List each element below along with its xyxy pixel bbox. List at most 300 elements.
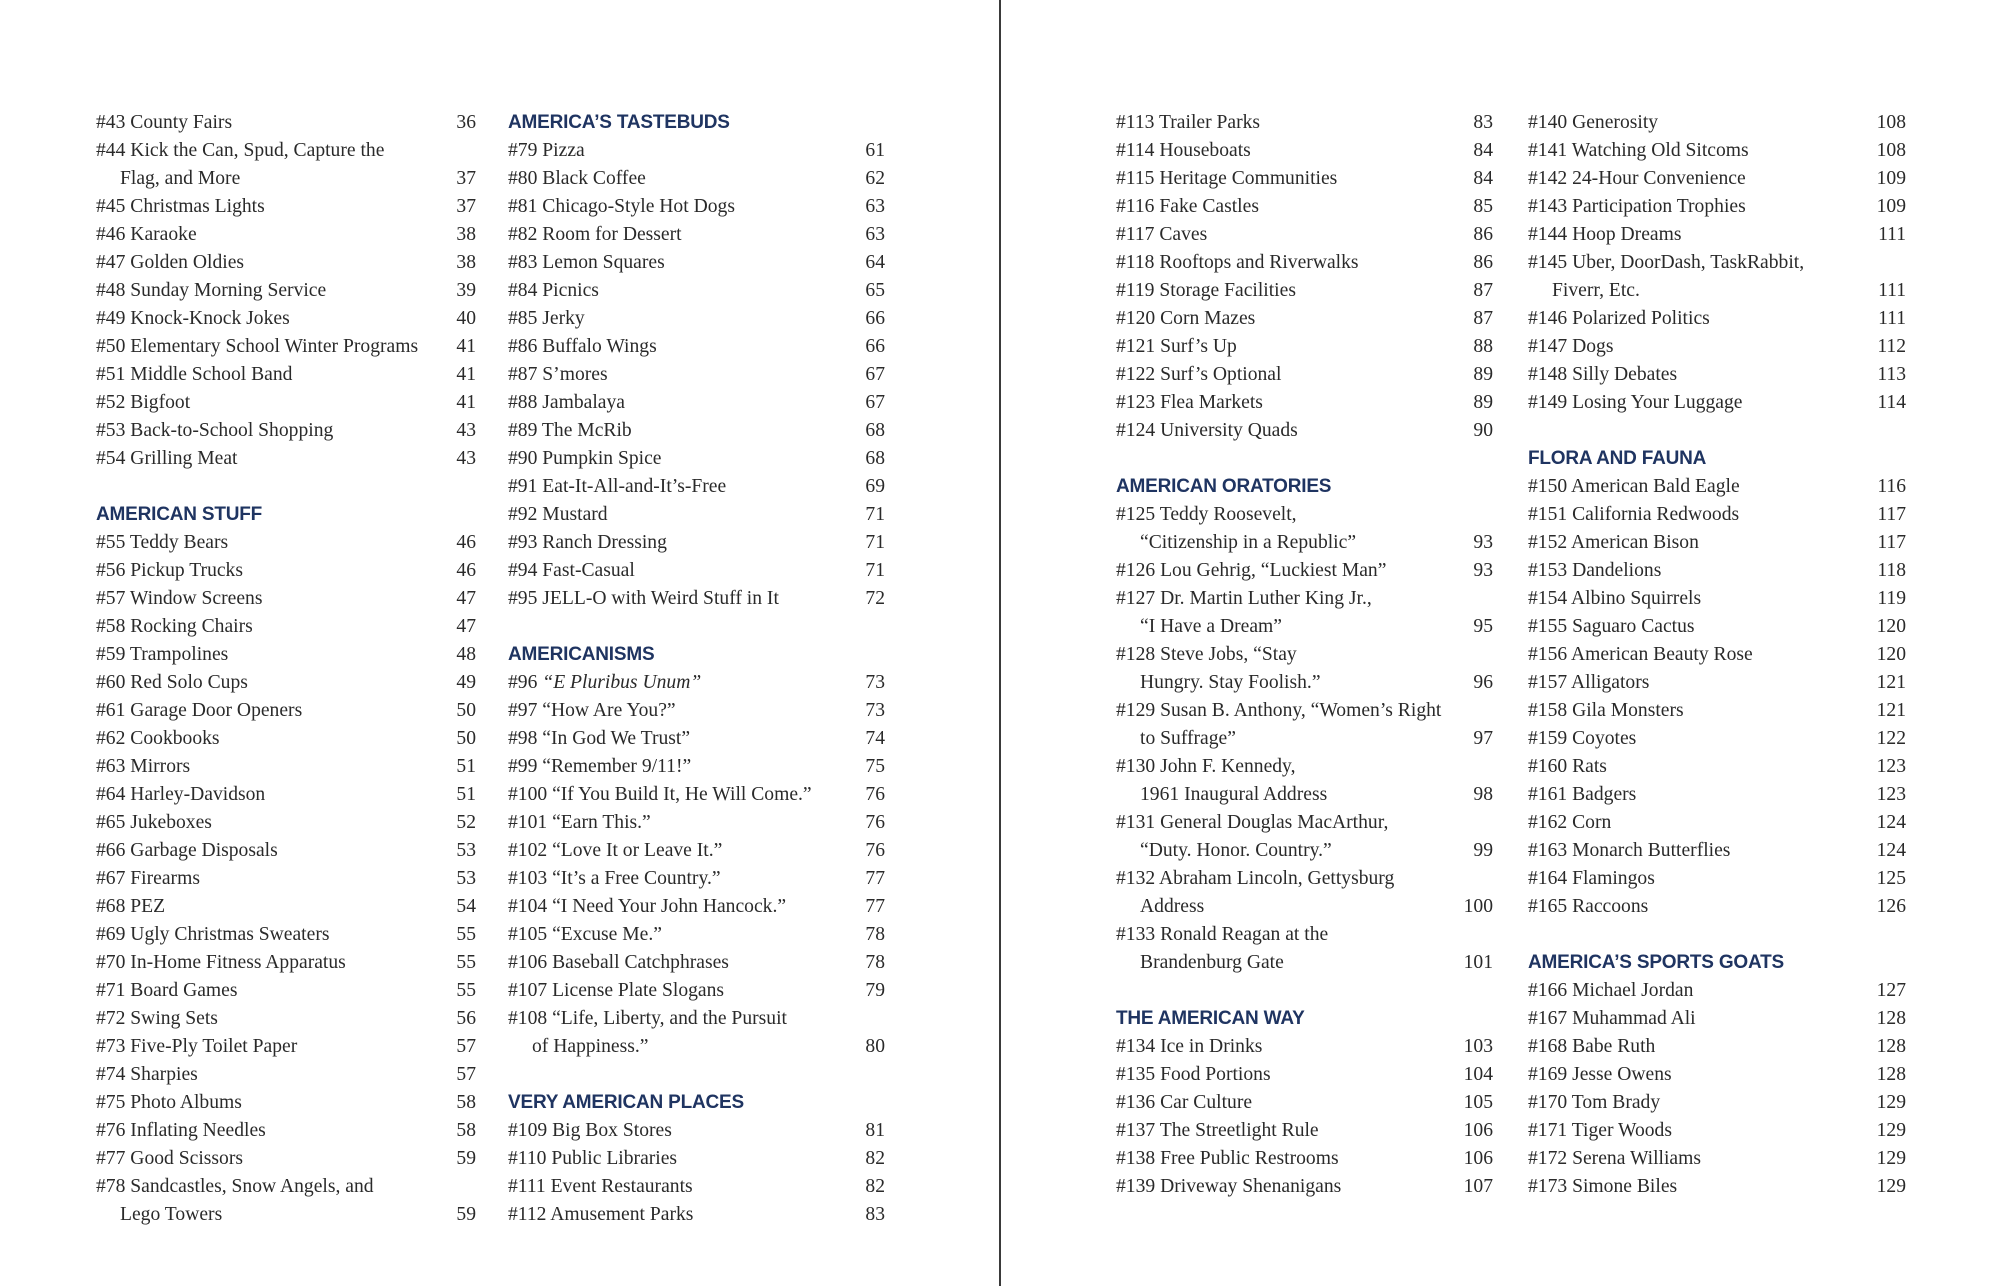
entry-title: #50 Elementary School Winter Programs	[96, 336, 419, 357]
entry-page-number: 68	[865, 420, 885, 441]
toc-entry[interactable]	[96, 641, 476, 669]
toc-entry[interactable]	[1528, 473, 1906, 501]
toc-entry[interactable]	[1116, 1173, 1493, 1201]
entry-title: #110 Public Libraries	[508, 1148, 678, 1169]
toc-entry[interactable]	[508, 137, 885, 165]
toc-entry[interactable]	[508, 249, 885, 277]
toc-entry[interactable]	[1528, 221, 1906, 249]
entry-page-number: 58	[456, 1092, 476, 1113]
entry-page-number: 57	[456, 1064, 476, 1085]
toc-entry[interactable]	[96, 109, 476, 137]
entry-title: #172 Serena Williams	[1528, 1148, 1701, 1169]
entry-page-number: 68	[865, 448, 885, 469]
entry-page-number: 89	[1473, 364, 1493, 385]
toc-entry[interactable]	[508, 837, 885, 865]
entry-title: #53 Back-to-School Shopping	[96, 420, 334, 441]
toc-entry[interactable]	[508, 809, 885, 837]
entry-title: #79 Pizza	[508, 140, 585, 161]
entry-title: #112 Amusement Parks	[508, 1204, 694, 1225]
entry-title: #43 County Fairs	[96, 112, 233, 133]
toc-entry[interactable]	[96, 277, 476, 305]
toc-entry[interactable]	[96, 389, 476, 417]
entry-page-number: 67	[865, 364, 885, 385]
toc-entry[interactable]	[1528, 809, 1906, 837]
entry-title-italic: “E Pluribus Unum”	[542, 672, 702, 693]
entry-title: #66 Garbage Disposals	[96, 840, 278, 861]
entry-title: #146 Polarized Politics	[1528, 308, 1710, 329]
toc-entry[interactable]	[96, 893, 476, 921]
toc-entry[interactable]	[508, 949, 885, 977]
entry-page-number: 128	[1876, 1036, 1906, 1057]
toc-entry[interactable]	[96, 193, 476, 221]
entry-page-number: 85	[1473, 196, 1493, 217]
entry-title: #58 Rocking Chairs	[96, 616, 253, 637]
toc-entry[interactable]	[96, 445, 476, 473]
toc-entry[interactable]	[1116, 921, 1493, 977]
entry-title: #106 Baseball Catchphrases	[508, 952, 729, 973]
entry-title: #149 Losing Your Luggage	[1528, 392, 1743, 413]
toc-entry[interactable]	[1116, 221, 1493, 249]
toc-entry[interactable]	[96, 529, 476, 557]
entry-page-number: 108	[1876, 140, 1906, 161]
toc-entry[interactable]	[508, 669, 885, 697]
toc-entry[interactable]	[1528, 977, 1906, 1005]
entry-page-number: 66	[865, 308, 885, 329]
entry-title: #48 Sunday Morning Service	[96, 280, 327, 301]
toc-entry[interactable]	[1528, 389, 1906, 417]
toc-entry[interactable]	[1528, 109, 1906, 137]
toc-entry[interactable]	[1528, 1005, 1906, 1033]
toc-entry[interactable]	[96, 669, 476, 697]
toc-entry[interactable]	[1116, 1117, 1493, 1145]
entry-page-number: 111	[1878, 224, 1906, 245]
toc-entry[interactable]	[508, 753, 885, 781]
entry-title: #115 Heritage Communities	[1116, 168, 1338, 189]
entry-title: #126 Lou Gehrig, “Luckiest Man”	[1116, 560, 1387, 581]
entry-page-number: 119	[1877, 588, 1906, 609]
entry-page-number: 128	[1876, 1008, 1906, 1029]
toc-entry[interactable]	[1116, 697, 1493, 753]
entry-page-number: 55	[456, 924, 476, 945]
toc-entry[interactable]	[1116, 305, 1493, 333]
toc-entry[interactable]	[1528, 501, 1906, 529]
toc-entry[interactable]	[508, 445, 885, 473]
entry-title: #156 American Beauty Rose	[1528, 644, 1753, 665]
toc-entry[interactable]	[1116, 193, 1493, 221]
toc-entry[interactable]	[1528, 585, 1906, 613]
toc-entry[interactable]	[96, 1061, 476, 1089]
toc-entry[interactable]	[508, 1173, 885, 1201]
toc-entry[interactable]	[508, 277, 885, 305]
toc-entry[interactable]	[1528, 557, 1906, 585]
entry-title: #133 Ronald Reagan at the	[1116, 924, 1329, 945]
entry-title: #144 Hoop Dreams	[1528, 224, 1682, 245]
entry-title: #67 Firearms	[96, 868, 200, 889]
toc-entry[interactable]	[1528, 1033, 1906, 1061]
entry-title: #49 Knock-Knock Jokes	[96, 308, 290, 329]
entry-title: #63 Mirrors	[96, 756, 191, 777]
entry-title: #118 Rooftops and Riverwalks	[1116, 252, 1359, 273]
entry-title: #127 Dr. Martin Luther King Jr.,	[1116, 588, 1372, 609]
entry-page-number: 98	[1473, 784, 1493, 805]
entry-page-number: 71	[865, 504, 885, 525]
entry-page-number: 52	[456, 812, 476, 833]
toc-entry[interactable]	[1528, 529, 1906, 557]
toc-entry[interactable]	[96, 1089, 476, 1117]
entry-page-number: 123	[1876, 756, 1906, 777]
toc-entry[interactable]	[508, 501, 885, 529]
toc-entry[interactable]	[1116, 333, 1493, 361]
entry-title: #123 Flea Markets	[1116, 392, 1263, 413]
toc-entry[interactable]	[1528, 697, 1906, 725]
toc-entry[interactable]	[1116, 417, 1493, 445]
entry-page-number: 50	[456, 728, 476, 749]
toc-entry[interactable]	[96, 585, 476, 613]
entry-page-number: 37	[456, 168, 476, 189]
toc-entry[interactable]	[1116, 809, 1493, 865]
toc-entry[interactable]	[1116, 389, 1493, 417]
entry-title: #47 Golden Oldies	[96, 252, 245, 273]
entry-page-number: 84	[1473, 140, 1493, 161]
toc-entry[interactable]	[96, 221, 476, 249]
toc-entry[interactable]	[508, 585, 885, 613]
entry-page-number: 104	[1463, 1064, 1493, 1085]
entry-page-number: 43	[456, 420, 476, 441]
toc-entry[interactable]	[96, 1173, 476, 1229]
entry-title: #143 Participation Trophies	[1528, 196, 1746, 217]
toc-entry[interactable]	[1528, 249, 1906, 305]
toc-entry[interactable]	[1528, 753, 1906, 781]
entry-title: #162 Corn	[1528, 812, 1612, 833]
entry-page-number: 113	[1877, 364, 1906, 385]
toc-entry[interactable]	[1528, 669, 1906, 697]
entry-title: #168 Babe Ruth	[1528, 1036, 1656, 1057]
toc-entry[interactable]	[96, 977, 476, 1005]
toc-entry[interactable]	[1116, 1061, 1493, 1089]
entry-title: #73 Five-Ply Toilet Paper	[96, 1036, 298, 1057]
toc-entry[interactable]	[96, 305, 476, 333]
entry-title: #72 Swing Sets	[96, 1008, 218, 1029]
entry-title: #85 Jerky	[508, 308, 585, 329]
entry-title: #96	[508, 672, 543, 693]
entry-title: #130 John F. Kennedy,	[1116, 756, 1296, 777]
entry-title: #52 Bigfoot	[96, 392, 191, 413]
entry-title: #135 Food Portions	[1116, 1064, 1271, 1085]
section-heading: FLORA AND FAUNA	[1528, 448, 1707, 469]
toc-entry[interactable]	[1528, 305, 1906, 333]
entry-page-number: 40	[456, 308, 476, 329]
entry-page-number: 48	[456, 644, 476, 665]
entry-title: #141 Watching Old Sitcoms	[1528, 140, 1749, 161]
toc-entry[interactable]	[1528, 725, 1906, 753]
toc-entry[interactable]	[96, 949, 476, 977]
toc-entry[interactable]	[1116, 249, 1493, 277]
entry-title: #147 Dogs	[1528, 336, 1614, 357]
toc-entry[interactable]	[96, 249, 476, 277]
toc-entry[interactable]	[508, 305, 885, 333]
toc-entry[interactable]	[508, 697, 885, 725]
entry-page-number: 86	[1473, 224, 1493, 245]
section-heading: AMERICAN ORATORIES	[1116, 476, 1332, 497]
entry-title-continued: 1961 Inaugural Address	[1140, 784, 1328, 805]
toc-entry[interactable]	[508, 333, 885, 361]
entry-page-number: 109	[1876, 168, 1906, 189]
entry-title: #131 General Douglas MacArthur,	[1116, 812, 1389, 833]
toc-entry[interactable]	[508, 1145, 885, 1173]
entry-page-number: 46	[456, 532, 476, 553]
entry-page-number: 118	[1877, 560, 1906, 581]
toc-entry[interactable]	[508, 557, 885, 585]
entry-page-number: 103	[1463, 1036, 1493, 1057]
entry-title: #142 24-Hour Convenience	[1528, 168, 1746, 189]
entry-title: #94 Fast-Casual	[508, 560, 635, 581]
toc-entry[interactable]	[96, 809, 476, 837]
toc-entry[interactable]	[508, 417, 885, 445]
toc-entry[interactable]	[1528, 641, 1906, 669]
entry-title-continued: Fiverr, Etc.	[1552, 280, 1640, 301]
toc-entry[interactable]	[1528, 193, 1906, 221]
entry-title: #132 Abraham Lincoln, Gettysburg	[1116, 868, 1395, 889]
entry-page-number: 86	[1473, 252, 1493, 273]
entry-title: #107 License Plate Slogans	[508, 980, 725, 1001]
toc-entry[interactable]	[1116, 109, 1493, 137]
toc-entry[interactable]	[1528, 137, 1906, 165]
entry-title: #121 Surf’s Up	[1116, 336, 1237, 357]
entry-title: #90 Pumpkin Spice	[508, 448, 662, 469]
toc-entry[interactable]	[96, 1117, 476, 1145]
entry-page-number: 63	[865, 224, 885, 245]
entry-page-number: 111	[1878, 308, 1906, 329]
toc-entry[interactable]	[1116, 1089, 1493, 1117]
toc-entry[interactable]	[1528, 781, 1906, 809]
entry-title: #158 Gila Monsters	[1528, 700, 1684, 721]
toc-entry[interactable]	[1528, 333, 1906, 361]
toc-entry[interactable]	[508, 1117, 885, 1145]
entry-title: #46 Karaoke	[96, 224, 197, 245]
toc-entry[interactable]	[508, 165, 885, 193]
toc-entry[interactable]	[1528, 1145, 1906, 1173]
toc-entry[interactable]	[508, 921, 885, 949]
toc-entry[interactable]	[1528, 837, 1906, 865]
toc-entry[interactable]	[1116, 165, 1493, 193]
toc-entry[interactable]	[1528, 613, 1906, 641]
entry-page-number: 71	[865, 532, 885, 553]
toc-entry[interactable]	[508, 865, 885, 893]
toc-entry[interactable]	[508, 361, 885, 389]
entry-title: #54 Grilling Meat	[96, 448, 238, 469]
toc-entry[interactable]	[96, 725, 476, 753]
entry-title: #65 Jukeboxes	[96, 812, 212, 833]
entry-title: #56 Pickup Trucks	[96, 560, 243, 581]
section-heading: AMERICANISMS	[508, 644, 655, 665]
entry-title: #89 The McRib	[508, 420, 632, 441]
toc-entry[interactable]	[96, 333, 476, 361]
entry-title: #55 Teddy Bears	[96, 532, 229, 553]
entry-title: #164 Flamingos	[1528, 868, 1655, 889]
entry-page-number: 96	[1473, 672, 1493, 693]
entry-page-number: 41	[456, 392, 476, 413]
toc-entry[interactable]	[1116, 277, 1493, 305]
toc-entry[interactable]	[1116, 753, 1493, 809]
toc-entry[interactable]	[96, 557, 476, 585]
entry-page-number: 123	[1876, 784, 1906, 805]
entry-title: #101 “Earn This.”	[508, 812, 651, 833]
toc-entry[interactable]	[96, 417, 476, 445]
toc-entry[interactable]	[1116, 1033, 1493, 1061]
toc-entry[interactable]	[1528, 361, 1906, 389]
entry-page-number: 69	[865, 476, 885, 497]
toc-entry[interactable]	[508, 1005, 885, 1061]
entry-page-number: 77	[865, 896, 885, 917]
toc-entry[interactable]	[1116, 501, 1493, 557]
entry-page-number: 81	[865, 1120, 885, 1141]
entry-title: #122 Surf’s Optional	[1116, 364, 1282, 385]
entry-title: #145 Uber, DoorDash, TaskRabbit,	[1528, 252, 1805, 273]
toc-entry[interactable]	[96, 1005, 476, 1033]
entry-page-number: 129	[1876, 1176, 1906, 1197]
toc-entry[interactable]	[508, 1201, 885, 1229]
toc-entry[interactable]	[508, 193, 885, 221]
entry-page-number: 61	[865, 140, 885, 161]
entry-page-number: 106	[1463, 1148, 1493, 1169]
toc-entry[interactable]	[1116, 1145, 1493, 1173]
entry-title-continued: “I Have a Dream”	[1140, 616, 1282, 637]
toc-entry[interactable]	[96, 921, 476, 949]
entry-title: #76 Inflating Needles	[96, 1120, 266, 1141]
toc-entry[interactable]	[96, 361, 476, 389]
toc-column-1	[96, 109, 476, 1229]
entry-page-number: 62	[865, 168, 885, 189]
entry-title: #173 Simone Biles	[1528, 1176, 1678, 1197]
toc-entry[interactable]	[508, 473, 885, 501]
toc-entry[interactable]	[96, 781, 476, 809]
entry-page-number: 65	[865, 280, 885, 301]
entry-title-continued: to Suffrage”	[1140, 728, 1236, 749]
entry-title: #105 “Excuse Me.”	[508, 924, 662, 945]
entry-page-number: 53	[456, 840, 476, 861]
entry-title: #60 Red Solo Cups	[96, 672, 248, 693]
toc-entry[interactable]	[508, 725, 885, 753]
toc-entry[interactable]	[1528, 1117, 1906, 1145]
toc-entry[interactable]	[1116, 865, 1493, 921]
toc-entry[interactable]	[1116, 361, 1493, 389]
entry-page-number: 129	[1876, 1120, 1906, 1141]
entry-title: #108 “Life, Liberty, and the Pursuit	[508, 1008, 787, 1029]
entry-page-number: 83	[865, 1204, 885, 1225]
toc-entry[interactable]	[96, 613, 476, 641]
toc-entry[interactable]	[508, 893, 885, 921]
entry-page-number: 105	[1463, 1092, 1493, 1113]
entry-page-number: 127	[1876, 980, 1906, 1001]
entry-title: #167 Muhammad Ali	[1528, 1008, 1696, 1029]
entry-page-number: 112	[1877, 336, 1906, 357]
entry-title: #44 Kick the Can, Spud, Capture the	[96, 140, 385, 161]
entry-title: #83 Lemon Squares	[508, 252, 665, 273]
toc-entry[interactable]	[1528, 1173, 1906, 1201]
entry-title: #148 Silly Debates	[1528, 364, 1678, 385]
entry-page-number: 129	[1876, 1092, 1906, 1113]
toc-entry[interactable]	[1528, 865, 1906, 893]
toc-entry[interactable]	[1528, 165, 1906, 193]
entry-page-number: 122	[1876, 728, 1906, 749]
entry-page-number: 77	[865, 868, 885, 889]
entry-page-number: 49	[456, 672, 476, 693]
entry-title: #159 Coyotes	[1528, 728, 1637, 749]
toc-entry[interactable]	[96, 697, 476, 725]
entry-title: #59 Trampolines	[96, 644, 229, 665]
toc-entry[interactable]	[1528, 1061, 1906, 1089]
entry-title-continued: “Citizenship in a Republic”	[1140, 532, 1357, 553]
entry-title: #134 Ice in Drinks	[1116, 1036, 1263, 1057]
toc-entry[interactable]	[508, 529, 885, 557]
entry-page-number: 87	[1473, 308, 1493, 329]
entry-page-number: 71	[865, 560, 885, 581]
entry-page-number: 58	[456, 1120, 476, 1141]
toc-column-4	[1528, 109, 1906, 1201]
toc-entry[interactable]	[508, 977, 885, 1005]
toc-entry[interactable]	[508, 389, 885, 417]
entry-title: #84 Picnics	[508, 280, 599, 301]
entry-title: #86 Buffalo Wings	[508, 336, 657, 357]
entry-page-number: 59	[456, 1148, 476, 1169]
entry-title: #69 Ugly Christmas Sweaters	[96, 924, 330, 945]
entry-page-number: 51	[456, 756, 476, 777]
entry-page-number: 41	[456, 364, 476, 385]
entry-title: #80 Black Coffee	[508, 168, 646, 189]
toc-entry[interactable]	[1528, 1089, 1906, 1117]
entry-title: #163 Monarch Butterflies	[1528, 840, 1731, 861]
entry-page-number: 76	[865, 784, 885, 805]
entry-title: #57 Window Screens	[96, 588, 263, 609]
toc-entry[interactable]	[1116, 137, 1493, 165]
entry-title: #136 Car Culture	[1116, 1092, 1253, 1113]
entry-title: #152 American Bison	[1528, 532, 1699, 553]
toc-entry[interactable]	[508, 221, 885, 249]
toc-entry[interactable]	[1116, 585, 1493, 641]
entry-page-number: 95	[1473, 616, 1493, 637]
entry-page-number: 121	[1876, 700, 1906, 721]
toc-entry[interactable]	[96, 1145, 476, 1173]
entry-page-number: 125	[1876, 868, 1906, 889]
entry-page-number: 90	[1473, 420, 1493, 441]
entry-page-number: 80	[865, 1036, 885, 1057]
section-heading: AMERICAN STUFF	[96, 504, 263, 525]
toc-entry[interactable]	[1528, 893, 1906, 921]
entry-page-number: 73	[865, 700, 885, 721]
toc-entry[interactable]	[1116, 557, 1493, 585]
entry-title: #62 Cookbooks	[96, 728, 220, 749]
entry-title: #139 Driveway Shenanigans	[1116, 1176, 1342, 1197]
entry-page-number: 88	[1473, 336, 1493, 357]
entry-page-number: 73	[865, 672, 885, 693]
toc-entry[interactable]	[96, 137, 476, 193]
toc-entry[interactable]	[1116, 641, 1493, 697]
entry-page-number: 124	[1876, 840, 1906, 861]
entry-title: #87 S’mores	[508, 364, 608, 385]
toc-entry[interactable]	[96, 837, 476, 865]
entry-title: #137 The Streetlight Rule	[1116, 1120, 1319, 1141]
toc-entry[interactable]	[96, 1033, 476, 1061]
toc-entry[interactable]	[508, 781, 885, 809]
entry-page-number: 108	[1876, 112, 1906, 133]
entry-page-number: 109	[1876, 196, 1906, 217]
entry-title-continued: Address	[1140, 896, 1205, 917]
toc-entry[interactable]	[96, 753, 476, 781]
toc-entry[interactable]	[96, 865, 476, 893]
entry-page-number: 117	[1877, 532, 1906, 553]
entry-title: #120 Corn Mazes	[1116, 308, 1256, 329]
entry-page-number: 100	[1463, 896, 1493, 917]
